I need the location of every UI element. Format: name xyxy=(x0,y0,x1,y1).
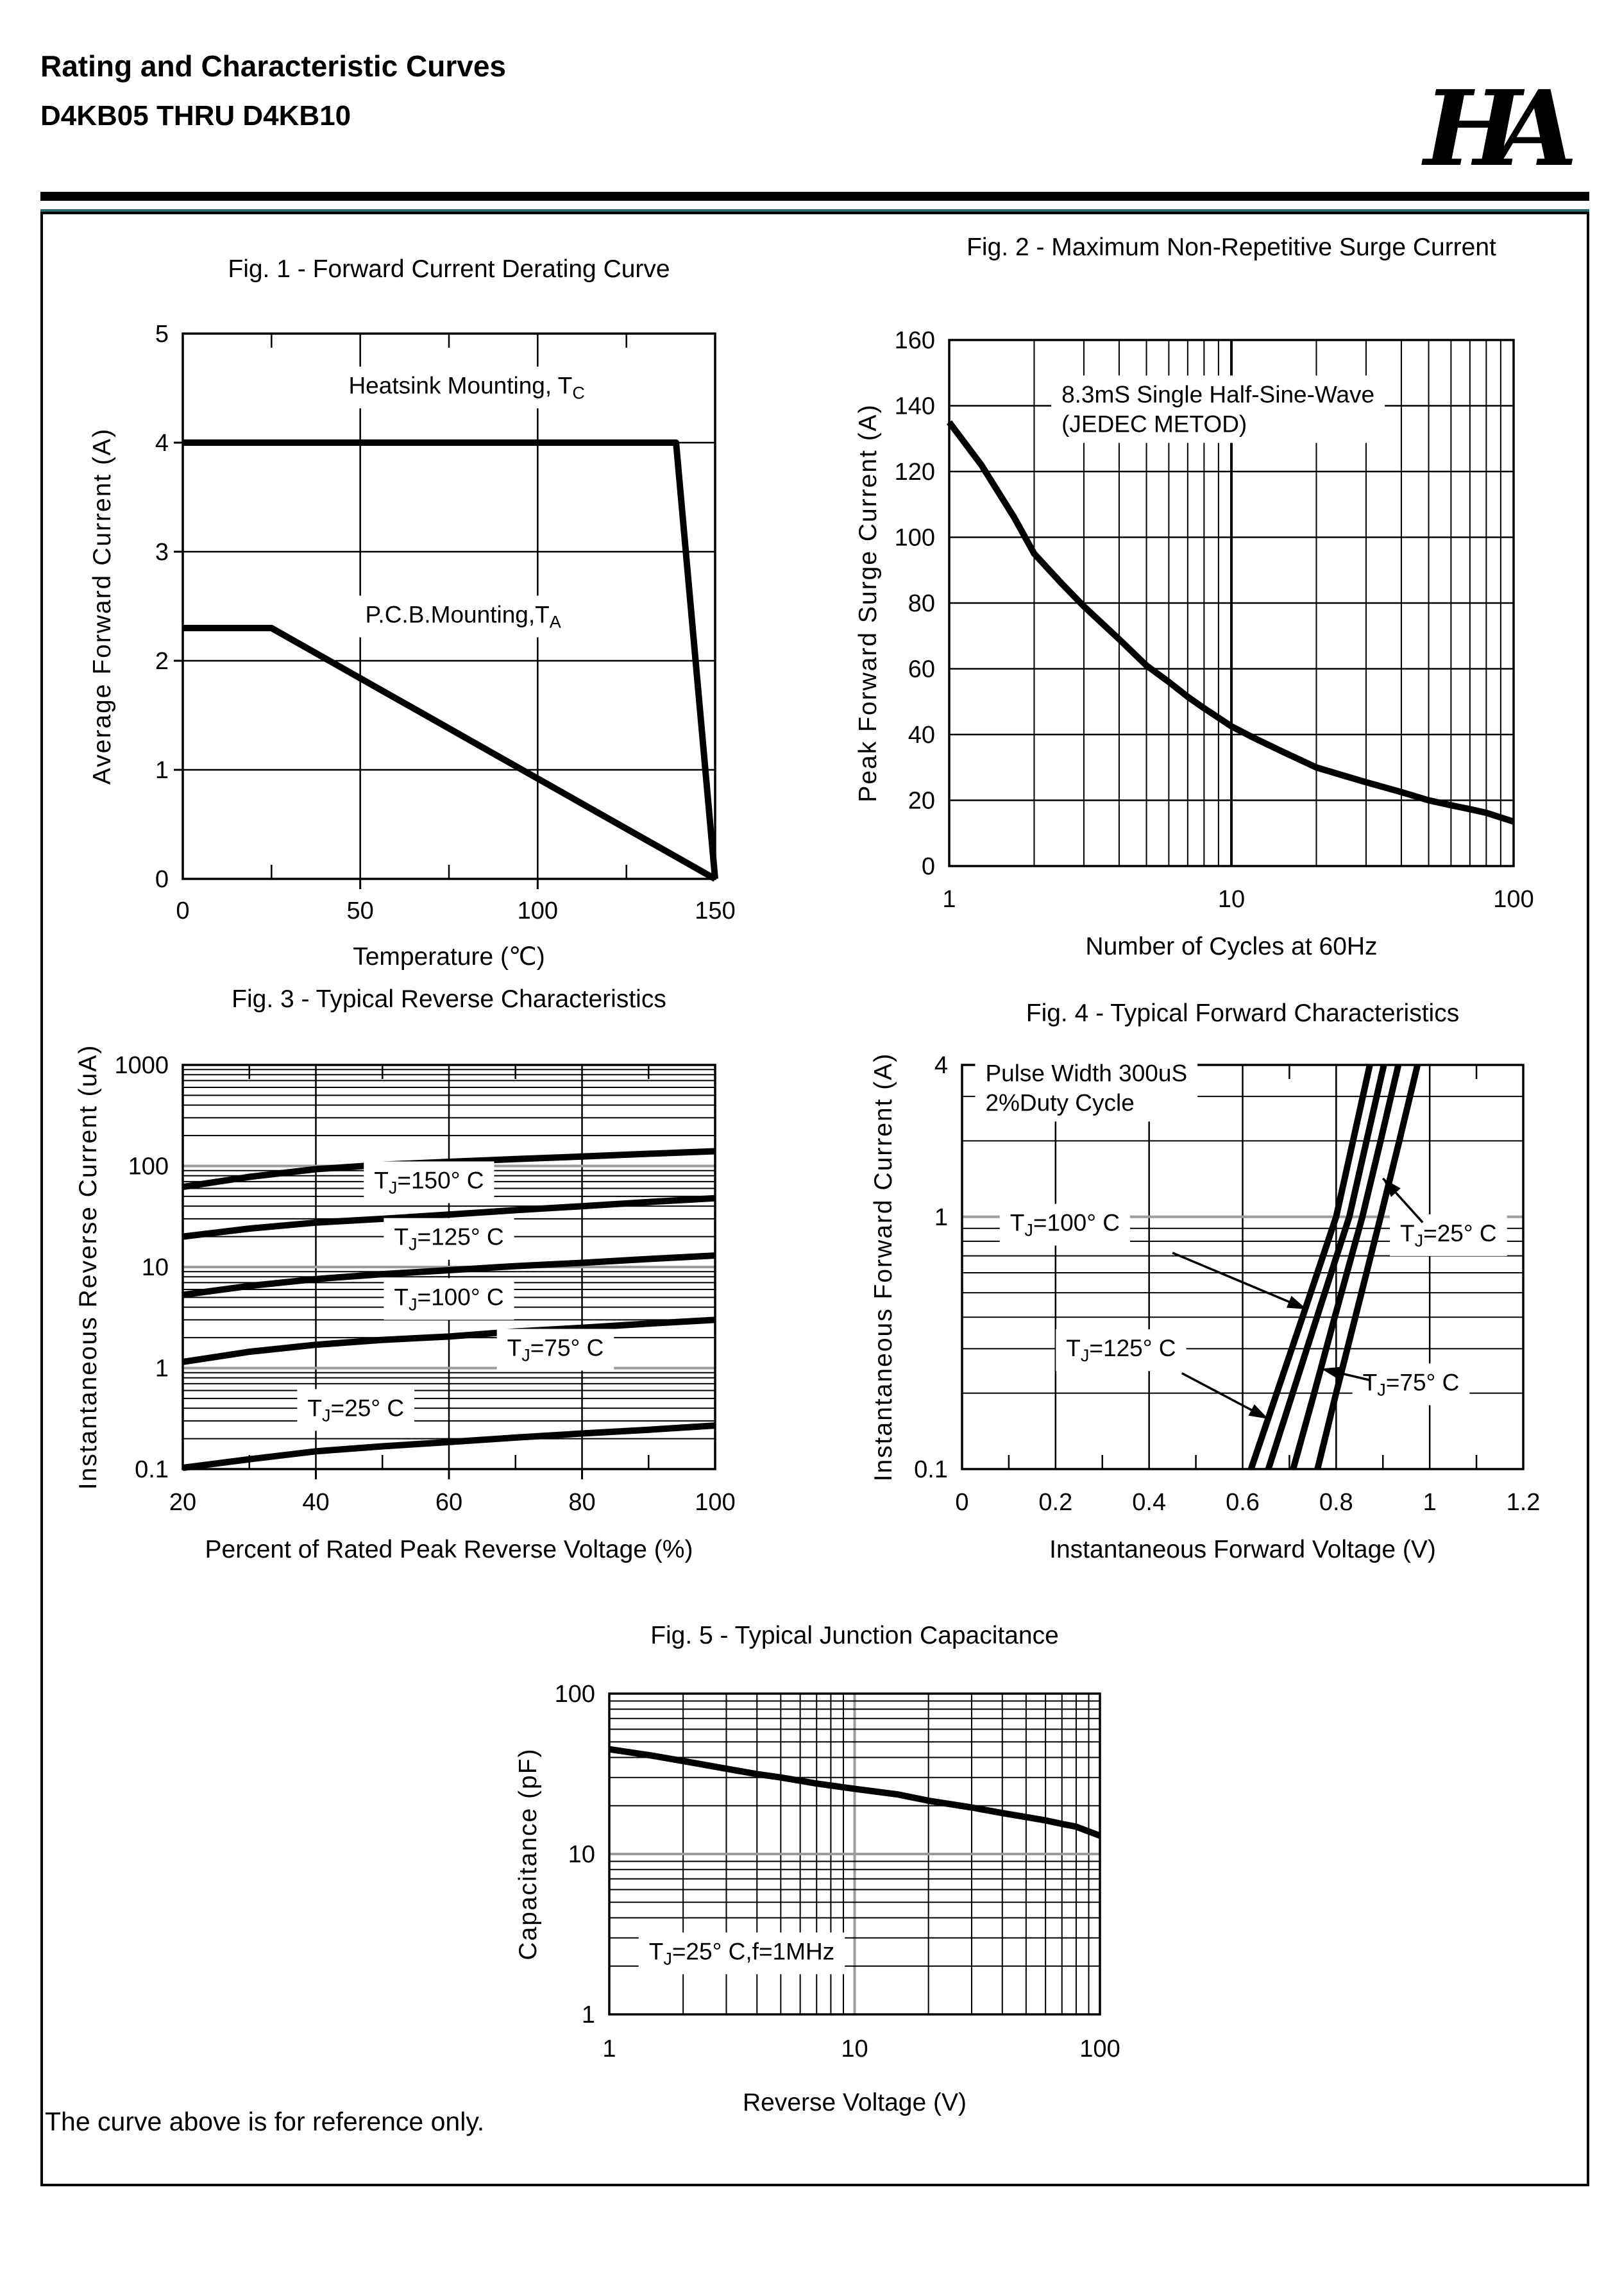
fig4-xtick-2: 0.4 xyxy=(1132,1489,1167,1516)
fig4-xlabel: Instantaneous Forward Voltage (V) xyxy=(1049,1536,1436,1563)
fig4-xtick-5: 1 xyxy=(1423,1489,1437,1516)
fig3-xtick-4: 100 xyxy=(695,1489,736,1516)
footer-note: The curve above is for reference only. xyxy=(45,2107,485,2136)
fig2-ytick-2: 40 xyxy=(908,722,935,749)
fig2-ytick-0: 0 xyxy=(921,853,935,880)
fig3-label-0: $T_J=150^\circ$ C xyxy=(374,1167,484,1198)
fig1-ytick-3: 3 xyxy=(155,539,169,566)
fig1-xtick-2: 100 xyxy=(517,897,559,924)
fig4-xtick-6: 1.2 xyxy=(1506,1489,1541,1516)
fig4-label-1: $T_J=100^\circ$ C xyxy=(1010,1209,1120,1240)
fig5-xtick-0: 1 xyxy=(602,2036,616,2062)
figure-fig2 xyxy=(854,234,1534,960)
fig4-ytick-2: 4 xyxy=(934,1052,948,1079)
fig2-xtick-1: 10 xyxy=(1217,886,1246,913)
fig4-series xyxy=(1251,1065,1418,1469)
fig3-title: Fig. 3 - Typical Reverse Characteristics xyxy=(232,985,666,1013)
fig2-ytick-8: 160 xyxy=(894,327,935,354)
fig1-ytick-2: 2 xyxy=(155,648,169,675)
fig3-label-4: $T_J=25^\circ$ C xyxy=(307,1395,405,1425)
fig4-xtick-4: 0.8 xyxy=(1319,1489,1353,1516)
fig2-ytick-7: 140 xyxy=(894,393,935,420)
fig2-ylabel: Peak Forward Surge Current (A) xyxy=(854,404,882,803)
fig3-xtick-2: 60 xyxy=(435,1489,463,1516)
fig4-gridlines xyxy=(962,1065,1523,1469)
fig4-xtick-3: 0.6 xyxy=(1226,1489,1260,1516)
fig2-labels xyxy=(1051,375,1385,443)
fig1-ylabel: Average Forward Current (A) xyxy=(89,427,116,785)
fig3-ytick-4: 1000 xyxy=(114,1052,169,1079)
fig4-xtick-1: 0.2 xyxy=(1038,1489,1073,1516)
fig4-tick-labels xyxy=(914,1052,1540,1516)
figure-fig3 xyxy=(74,985,736,1563)
fig3-ylabel: Instantaneous Reverse Current (uA) xyxy=(74,1044,102,1490)
figure-fig1 xyxy=(89,255,736,971)
fig5-ylabel: Capacitance (pF) xyxy=(514,1748,542,1960)
fig2-ytick-4: 80 xyxy=(908,590,935,617)
fig3-ytick-0: 0.1 xyxy=(135,1456,169,1483)
fig5-tick-labels xyxy=(555,1681,1120,2062)
fig1-xtick-1: 50 xyxy=(346,897,374,924)
fig3-ytick-3: 100 xyxy=(128,1153,169,1180)
fig5-title: Fig. 5 - Typical Junction Capacitance xyxy=(650,1622,1059,1649)
fig1-label-1: $P.C.B.Mounting,T_A$ xyxy=(365,601,561,632)
fig1-label-0: Heatsink Mounting, $T_C$ xyxy=(348,372,585,403)
fig4-ylabel: Instantaneous Forward Current (A) xyxy=(870,1052,897,1482)
fig1-series-1 xyxy=(183,628,715,879)
fig2-label-0: 8.3mS Single Half-Sine-Wave (JEDEC METOD) xyxy=(1061,381,1375,438)
fig4-arrowhead-1 xyxy=(1287,1296,1307,1309)
fig2-ytick-5: 100 xyxy=(894,524,935,552)
fig1-xlabel: Temperature (℃) xyxy=(353,943,545,971)
fig3-label-2: $T_J=100^\circ$ C xyxy=(394,1284,504,1314)
fig2-ytick-3: 60 xyxy=(908,656,935,683)
fig2-xlabel: Number of Cycles at 60Hz xyxy=(1085,933,1378,960)
fig4-xtick-0: 0 xyxy=(955,1489,969,1516)
fig5-ytick-2: 100 xyxy=(554,1681,595,1708)
fig5-xlabel: Reverse Voltage (V) xyxy=(742,2089,967,2116)
fig5-labels xyxy=(639,1932,845,1974)
fig5-ytick-1: 10 xyxy=(568,1841,595,1868)
fig4-arrow-1 xyxy=(1172,1253,1306,1309)
fig4-arrowhead-4 xyxy=(1321,1367,1341,1379)
fig1-ytick-5: 5 xyxy=(155,321,169,348)
page-title: Rating and Characteristic Curves xyxy=(40,49,507,83)
fig1-xtick-3: 150 xyxy=(695,897,736,924)
fig1-ytick-1: 1 xyxy=(155,757,169,784)
fig4-label-3: $T_J=125^\circ$ C xyxy=(1066,1335,1176,1366)
fig1-xtick-0: 0 xyxy=(176,897,190,924)
fig4-ytick-1: 1 xyxy=(934,1203,948,1231)
fig1-title: Fig. 1 - Forward Current Derating Curve xyxy=(228,255,670,283)
fig4-label-4: $T_J=75^\circ$ C xyxy=(1362,1369,1460,1400)
fig3-ytick-1: 1 xyxy=(155,1355,169,1382)
fig4-label-2: $T_J=25^\circ$ C xyxy=(1399,1220,1497,1250)
fig4-title: Fig. 4 - Typical Forward Characteristics xyxy=(1026,999,1460,1027)
fig1-labels xyxy=(338,367,595,638)
fig2-title: Fig. 2 - Maximum Non-Repetitive Surge Current xyxy=(967,234,1496,261)
fig4-label-0: Pulse Width 300uS 2%Duty Cycle xyxy=(985,1060,1188,1116)
fig2-ytick-1: 20 xyxy=(908,787,935,815)
fig2-ytick-6: 120 xyxy=(894,459,935,486)
fig3-xtick-1: 40 xyxy=(302,1489,330,1516)
fig5-xtick-1: 10 xyxy=(841,2036,868,2062)
figure-fig5 xyxy=(514,1622,1120,2116)
fig5-ytick-0: 1 xyxy=(581,2002,595,2028)
fig3-label-3: $T_J=75^\circ$ C xyxy=(507,1334,604,1365)
fig5-xtick-2: 100 xyxy=(1079,2036,1120,2062)
brand-logo: HA xyxy=(1424,68,1553,190)
fig3-ytick-2: 10 xyxy=(141,1254,169,1281)
fig3-xtick-0: 20 xyxy=(169,1489,197,1516)
fig3-xtick-3: 80 xyxy=(568,1489,596,1516)
fig5-label-0: $T_J=25^\circ$ C,f=1MHz xyxy=(648,1938,835,1969)
fig3-xlabel: Percent of Rated Peak Reverse Voltage (%) xyxy=(205,1536,693,1563)
fig3-label-1: $T_J=125^\circ$ C xyxy=(394,1223,504,1254)
fig4-series-2 xyxy=(1293,1065,1398,1469)
fig1-ytick-4: 4 xyxy=(155,430,169,457)
fig2-xtick-0: 1 xyxy=(942,886,956,913)
fig4-ytick-0: 0.1 xyxy=(914,1456,948,1483)
fig1-ytick-0: 0 xyxy=(155,866,169,893)
fig4-arrowhead-3 xyxy=(1248,1404,1268,1419)
fig2-xtick-2: 100 xyxy=(1493,886,1534,913)
figure-fig4 xyxy=(870,999,1540,1563)
page-subtitle: D4KB05 THRU D4KB10 xyxy=(40,100,351,132)
